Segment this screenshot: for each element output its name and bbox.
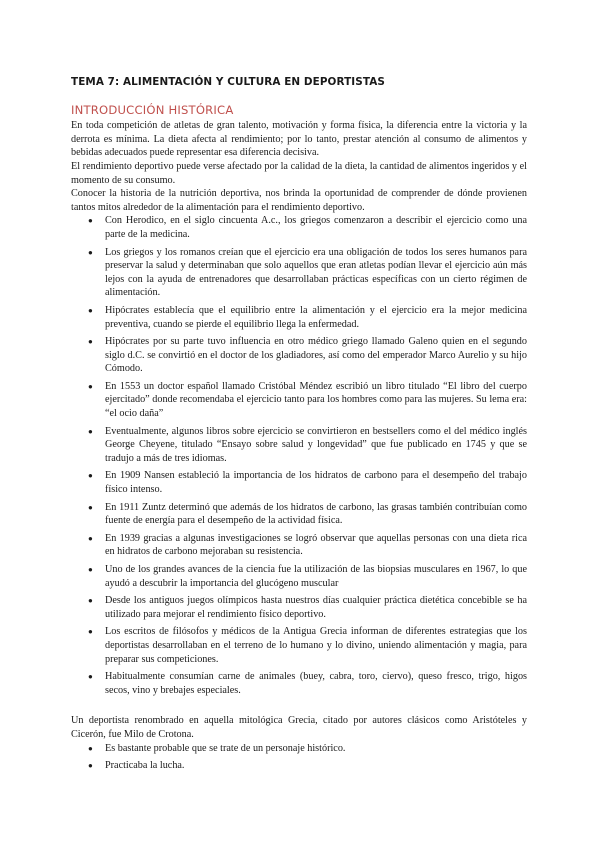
- bullet-icon: ●: [88, 672, 93, 682]
- list-item: ● En 1909 Nansen estableció la importancia de los hidratos de carbono para el desempeño del trabajo físico intenso.: [88, 470, 527, 496]
- list-item: ● En 1553 un doctor español llamado Cristóbal Méndez escribió un libro titulado “El libro del cuerpo ejercitado” donde recomendaba el ejercicio tanto para los hombres como para las mujeres. Su lema era: “el ocio daña”: [88, 380, 527, 420]
- bullet-icon: ●: [88, 502, 93, 512]
- bullet-icon: ●: [88, 305, 93, 315]
- list-item: ● Practicaba la lucha.: [88, 760, 185, 772]
- list-item: ● Eventualmente, algunos libros sobre ejercicio se convirtieron en bestsellers como el del médico inglés George Cheyene, titulado “Ensayo sobre salud y longevidad” que fue publicado en 1745 y que se tradujo a más de tres idiomas.: [88, 425, 527, 464]
- list-item: ● Habitualmente consumían carne de animales (buey, cabra, toro, ciervo), queso fresco, trigo, higos secos, vino y brebajes especiales.: [88, 671, 527, 696]
- bullet-icon: ●: [88, 627, 93, 637]
- bullet-icon: ●: [88, 426, 93, 436]
- bullet-icon: ●: [88, 533, 93, 543]
- list-item: ● Uno de los grandes avances de la ciencia fue la utilización de las biopsias musculares en 1967, lo que ayudó a descubrir la importancia del glucógeno muscular: [88, 564, 527, 589]
- document-title: TEMA 7: ALIMENTACIÓN Y CULTURA EN DEPORTISTAS: [71, 76, 385, 88]
- list-item: ● Hipócrates por su parte tuvo influencia en otro médico griego llamado Galeno quien en el segundo siglo d.C. se convirtió en el doctor de los gladiadores, así como del emperador Marco Aurelio y su hijo Cómodo.: [88, 336, 527, 375]
- intro-paragraph: El rendimiento deportivo puede verse afectado por la calidad de la dieta, la cantidad de alimentos ingeridos y el momento de su consumo.: [71, 160, 527, 186]
- bullet-icon: ●: [88, 381, 93, 391]
- bullet-icon: ●: [88, 216, 93, 226]
- history-list: [71, 214, 527, 697]
- intro-paragraph: Conocer la historia de la nutrición deportiva, nos brinda la oportunidad de comprender de dónde provienen tantos mitos alrededor de la alimentación para el rendimiento deportivo.: [71, 188, 527, 213]
- list-item: ● En 1939 gracias a algunas investigaciones se logró observar que aquellas personas con una dieta rica en hidratos de carbono mejoraban su resistencia.: [88, 532, 527, 558]
- milo-paragraph: Un deportista renombrado en aquella mitológica Grecia, citado por autores clásicos como Aristóteles y Cicerón, fue Milo de Crotona.: [71, 715, 527, 740]
- section-heading: INTRODUCCIÓN HISTÓRICA: [71, 102, 234, 117]
- milo-list: [71, 742, 527, 773]
- document-content: [71, 76, 527, 777]
- intro-paragraph: En toda competición de atletas de gran talento, motivación y forma física, la diferencia entre la victoria y la derrota es mínima. La dieta afecta al rendimiento; por lo tanto, prestar atención al consumo de alimentos y bebidas adecuados puede representar esa diferencia decisiva.: [71, 120, 527, 159]
- list-item: ● Hipócrates establecía que el equilibrio entre la alimentación y el ejercicio era la mejor medicina preventiva, cuando se pierde el equilibrio llega la enfermedad.: [88, 304, 527, 330]
- spacer: [71, 701, 527, 714]
- list-item: ● Desde los antiguos juegos olímpicos hasta nuestros días cualquier práctica dietética concebible se ha utilizado para mejorar el rendimiento físico deportivo.: [88, 595, 527, 620]
- bullet-icon: ●: [88, 761, 93, 771]
- bullet-icon: ●: [88, 596, 93, 606]
- bullet-icon: ●: [88, 471, 93, 481]
- list-item: ● Los escritos de filósofos y médicos de la Antigua Grecia informan de diferentes estrategias que los deportistas desarrollaban en el terreno de lo humano y lo divino, uniendo alimentación y magia, para preparar sus competiciones.: [88, 626, 527, 665]
- list-item: ● Los griegos y los romanos creían que el ejercicio era una obligación de todos los seres humanos para preservar la salud y determinaban que solo aquellos que eran atletas podían llevar el ejercicio aún más lejos con la ayuda de entrenadores que desarrollaban prácticas específicas con un cierto régimen de alimentación.: [88, 246, 527, 299]
- bullet-icon: ●: [88, 565, 93, 574]
- bullet-icon: ●: [88, 337, 93, 347]
- list-item: ● Con Herodico, en el siglo cincuenta A.c., los griegos comenzaron a describir el ejercicio como una parte de la medicina.: [88, 215, 527, 240]
- bullet-icon: ●: [88, 743, 93, 753]
- list-item: ● En 1911 Zuntz determinó que además de los hidratos de carbono, las grasas también contribuían como fuente de energía para el desempeño de la actividad física.: [88, 501, 527, 527]
- bullet-icon: ●: [88, 247, 93, 257]
- list-item: ● Es bastante probable que se trate de un personaje histórico.: [88, 742, 346, 754]
